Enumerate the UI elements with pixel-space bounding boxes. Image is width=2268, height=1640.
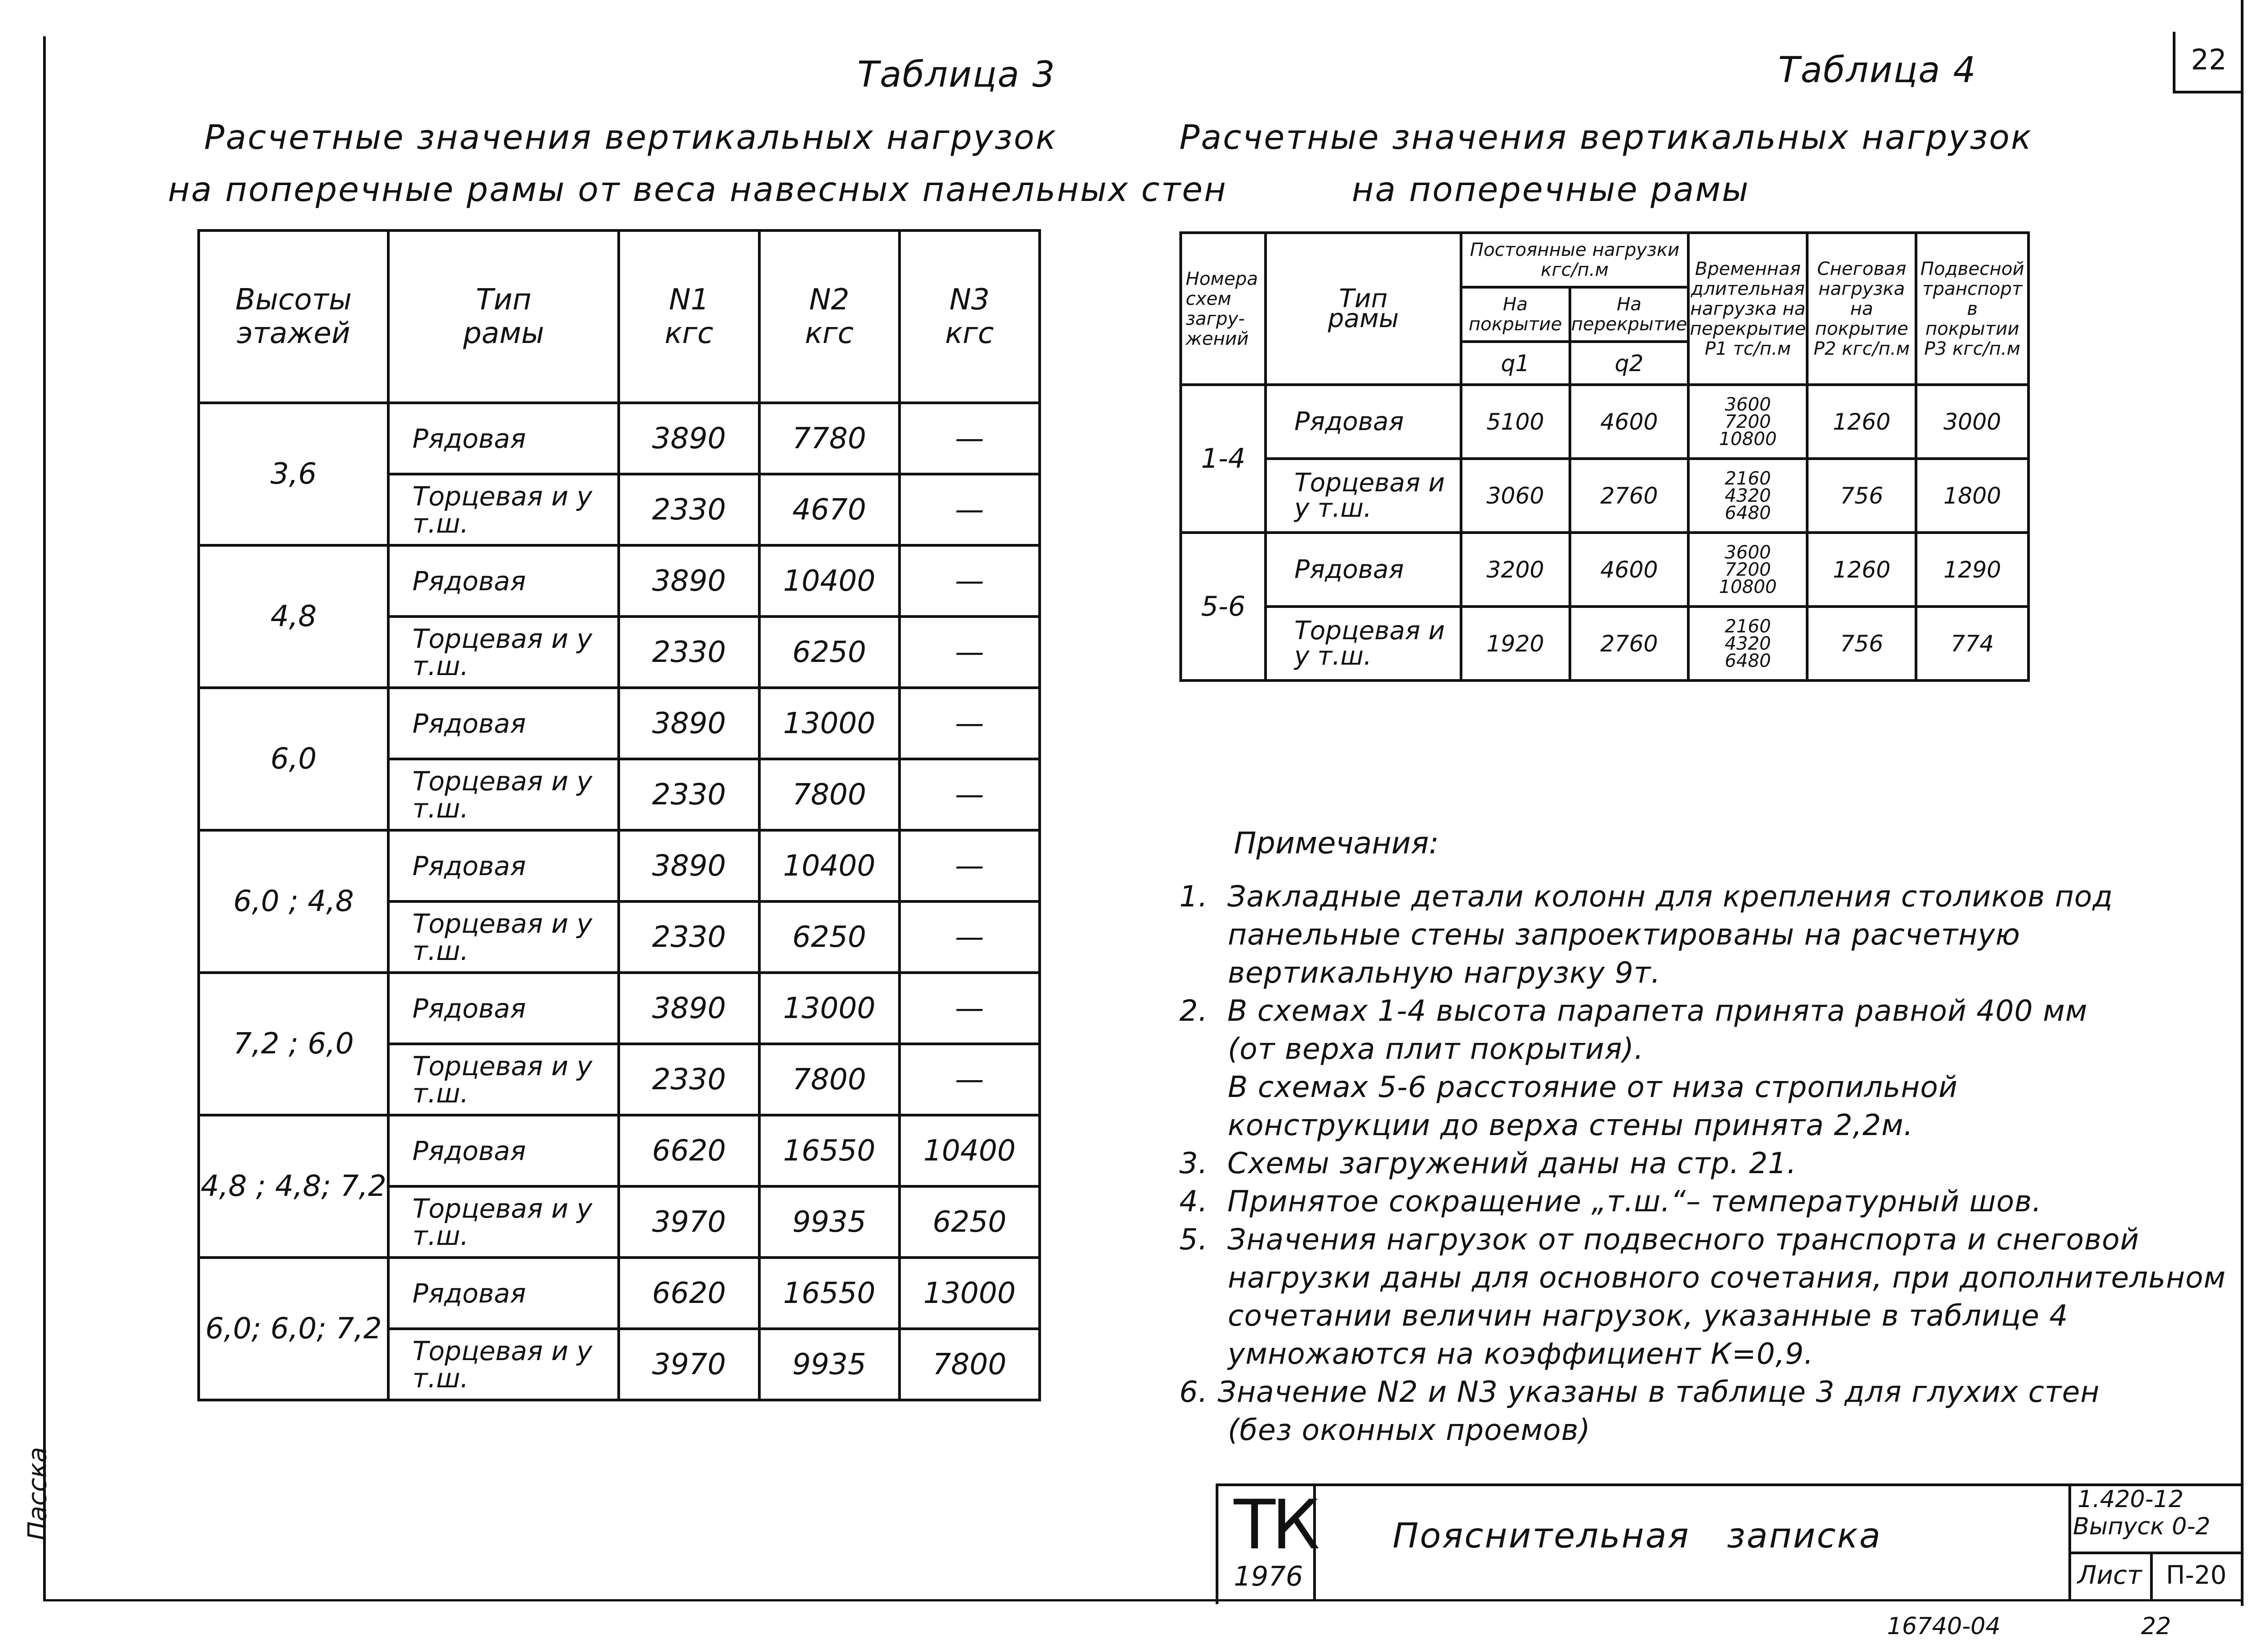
note-line: умножаются на коэффициент К=0,9. — [1179, 1337, 1814, 1371]
cell-scheme: 1-4 — [1181, 385, 1266, 533]
cell-n1: 3970 — [619, 1329, 759, 1400]
cell-p1-value: 4320 — [1725, 633, 1771, 654]
cell-p1-value: 7200 — [1725, 559, 1771, 580]
cell-type: Рядовая — [1266, 533, 1461, 607]
header-schemes: Номера схем загру- жений — [1181, 233, 1266, 385]
cell-q1: 5100 — [1461, 385, 1570, 459]
cell-n2: 9935 — [759, 1329, 899, 1400]
cell-q1: 1920 — [1461, 607, 1570, 680]
cell-p1-value: 3600 — [1725, 542, 1771, 563]
cell-n1: 3890 — [619, 688, 759, 759]
header-n2: N2 кгс — [759, 230, 899, 403]
cell-p1 — [1688, 607, 1807, 680]
table3-caption: Таблица 3 — [857, 54, 1056, 95]
cell-n1: 2330 — [619, 901, 759, 973]
note-line: 5. Значения нагрузок от подвесного транспорта и снеговой — [1179, 1223, 2140, 1257]
cell-n3: — — [899, 901, 1040, 973]
note-line: 2. В схемах 1-4 высота парапета принята равной 400 мм — [1179, 994, 2088, 1028]
stamp-divider-4 — [2150, 1552, 2153, 1601]
cell-p2: 756 — [1807, 607, 1916, 680]
cell-n3: — — [899, 830, 1040, 901]
note-line: сочетании величин нагрузок, указанные в таблице 4 — [1179, 1299, 2068, 1333]
notes-list — [1179, 878, 2226, 1449]
cell-n3: 7800 — [899, 1329, 1040, 1400]
cell-n2: 7800 — [759, 759, 899, 830]
cell-p2: 756 — [1807, 459, 1916, 533]
header-temporary: Временная длительная нагрузка на перекрытие P1 тс/п.м — [1688, 233, 1807, 385]
cell-n2: 7780 — [759, 403, 899, 474]
cell-q1: 3200 — [1461, 533, 1570, 607]
cell-n2: 16550 — [759, 1258, 899, 1329]
table-row — [199, 403, 1040, 474]
table-row — [1181, 607, 2028, 680]
cell-height: 6,0; 6,0; 7,2 — [199, 1258, 388, 1400]
cell-n3: — — [899, 973, 1040, 1044]
note-line: 4. Принятое сокращение „т.ш.“– температурный шов. — [1179, 1185, 2042, 1219]
table-row — [199, 830, 1040, 901]
cell-q2: 2760 — [1570, 459, 1689, 533]
right-border — [2241, 0, 2244, 1606]
header-q1: q1 — [1461, 342, 1570, 385]
cell-p1-value: 10800 — [1719, 576, 1777, 597]
cell-height: 4,8 — [199, 545, 388, 688]
header-n1: N1 кгс — [619, 230, 759, 403]
stamp-year: 1976 — [1234, 1561, 1303, 1592]
cell-n3: — — [899, 759, 1040, 830]
cell-p1-value: 3600 — [1725, 394, 1771, 415]
table-row — [199, 1115, 1040, 1186]
left-margin-text: Пасска — [23, 1447, 53, 1541]
cell-n2: 10400 — [759, 545, 899, 617]
cell-height: 7,2 ; 6,0 — [199, 973, 388, 1115]
cell-q2: 4600 — [1570, 385, 1689, 459]
cell-n2: 16550 — [759, 1115, 899, 1186]
bottom-cut-text: 16740-04 — [1887, 1613, 2001, 1640]
cell-p1-value: 10800 — [1719, 428, 1777, 450]
stamp-divider-3 — [2068, 1552, 2241, 1554]
cell-p1-value: 7200 — [1725, 411, 1771, 432]
header-n3: N3 кгс — [899, 230, 1040, 403]
cell-type: Торцевая и у т.ш. — [388, 1044, 619, 1115]
cell-type: Торцевая и у т.ш. — [388, 1329, 619, 1400]
table-row — [199, 1258, 1040, 1329]
cell-n3: — — [899, 403, 1040, 474]
cell-p3: 3000 — [1916, 385, 2028, 459]
cell-p1 — [1688, 533, 1807, 607]
cell-p2: 1260 — [1807, 533, 1916, 607]
cell-q2: 2760 — [1570, 607, 1689, 680]
page-number: 22 — [2191, 43, 2227, 76]
cell-type: Торцевая и у т.ш. — [388, 901, 619, 973]
cell-type: Торцевая и у т.ш. — [388, 1186, 619, 1258]
table3 — [197, 229, 1041, 1401]
note-line: 6. Значение N2 и N3 указаны в таблице 3 для глухих стен — [1179, 1376, 2100, 1409]
cell-n1: 2330 — [619, 1044, 759, 1115]
cell-n3: 10400 — [899, 1115, 1040, 1186]
cell-type: Рядовая — [388, 688, 619, 759]
cell-type: Рядовая — [388, 1258, 619, 1329]
cell-p3: 1290 — [1916, 533, 2028, 607]
stamp-logo: ТК — [1234, 1486, 1317, 1565]
cell-n1: 2330 — [619, 759, 759, 830]
note-line: (от верха плит покрытия). — [1179, 1033, 1644, 1066]
cell-n3: — — [899, 474, 1040, 545]
stamp-sheet-value: П-20 — [2166, 1561, 2227, 1590]
cell-type: Рядовая — [388, 545, 619, 617]
cell-n3: — — [899, 1044, 1040, 1115]
cell-type: Торцевая и у т.ш. — [388, 759, 619, 830]
table4-title-line1: Расчетные значения вертикальных нагрузок — [1179, 118, 2033, 157]
cell-p1-value: 6480 — [1725, 650, 1771, 671]
cell-n3: — — [899, 617, 1040, 688]
cell-p1 — [1688, 459, 1807, 533]
cell-n2: 4670 — [759, 474, 899, 545]
cell-n1: 3890 — [619, 545, 759, 617]
table-row — [1181, 459, 2028, 533]
table-row — [199, 688, 1040, 759]
header-transport: Подвесной транспорт в покрытии P3 кгс/п.м — [1916, 233, 2028, 385]
table-row — [199, 545, 1040, 617]
header-height: Высоты этажей — [199, 230, 388, 403]
cell-type: Торцевая и у т.ш. — [388, 617, 619, 688]
cell-n2: 7800 — [759, 1044, 899, 1115]
table4-title-line2: на поперечные рамы — [1352, 170, 1750, 209]
cell-p2: 1260 — [1807, 385, 1916, 459]
note-line: конструкции до верха стены принята 2,2м. — [1179, 1109, 1914, 1142]
cell-p1-value: 4320 — [1725, 485, 1771, 506]
cell-type: Торцевая и у т.ш. — [388, 474, 619, 545]
note-line: В схемах 5-6 расстояние от низа стропильной — [1179, 1071, 1958, 1104]
cell-type: Рядовая — [388, 973, 619, 1044]
cell-n2: 13000 — [759, 688, 899, 759]
cell-p1 — [1688, 385, 1807, 459]
cell-n1: 2330 — [619, 617, 759, 688]
cell-n3: 13000 — [899, 1258, 1040, 1329]
stamp-code-2: Выпуск 0-2 — [2073, 1513, 2210, 1540]
cell-height: 3,6 — [199, 403, 388, 545]
cell-type: Рядовая — [1266, 385, 1461, 459]
cell-type: Рядовая — [388, 1115, 619, 1186]
cell-n2: 6250 — [759, 901, 899, 973]
note-line: панельные стены запроектированы на расчетную — [1179, 918, 2020, 952]
cell-n3: 6250 — [899, 1186, 1040, 1258]
cell-p3: 1800 — [1916, 459, 2028, 533]
table-row — [199, 973, 1040, 1044]
header-snow: Снеговая нагрузка на покрытие P2 кгс/п.м — [1807, 233, 1916, 385]
table3-title-line1: Расчетные значения вертикальных нагрузок — [204, 118, 1057, 157]
cell-height: 6,0 — [199, 688, 388, 830]
cell-p1-value: 6480 — [1725, 502, 1771, 524]
cell-type: Торцевая и у т.ш. — [1266, 459, 1461, 533]
cell-n2: 6250 — [759, 617, 899, 688]
bottom-cut-text-2: 22 — [2141, 1613, 2171, 1640]
header-on-cover: На покрытие — [1461, 287, 1570, 342]
cell-type: Торцевая и у т.ш. — [1266, 607, 1461, 680]
cell-n2: 9935 — [759, 1186, 899, 1258]
cell-n1: 3890 — [619, 403, 759, 474]
cell-q1: 3060 — [1461, 459, 1570, 533]
notes-title: Примечания: — [1234, 826, 1439, 861]
cell-p1-value: 2160 — [1725, 616, 1771, 637]
note-line: 3. Схемы загружений даны на стр. 21. — [1179, 1147, 1797, 1180]
header-type: Тип рамы — [1266, 233, 1461, 385]
cell-scheme: 5-6 — [1181, 533, 1266, 680]
table-row — [1181, 385, 2028, 459]
cell-n3: — — [899, 688, 1040, 759]
table4-caption: Таблица 4 — [1778, 50, 1977, 91]
stamp-divider-2 — [2068, 1483, 2071, 1601]
cell-p3: 774 — [1916, 607, 2028, 680]
cell-type: Рядовая — [388, 403, 619, 474]
note-line: 1. Закладные детали колонн для крепления столиков под — [1179, 880, 2113, 914]
cell-height: 6,0 ; 4,8 — [199, 830, 388, 973]
left-border — [43, 36, 46, 1601]
note-line: (без оконных проемов) — [1179, 1414, 1591, 1447]
cell-n3: — — [899, 545, 1040, 617]
cell-n2: 10400 — [759, 830, 899, 901]
cell-n1: 3970 — [619, 1186, 759, 1258]
stamp-code-1: 1.420-12 — [2077, 1486, 2184, 1513]
header-permanent: Постоянные нагрузки кгс/п.м — [1461, 233, 1689, 287]
cell-n1: 3890 — [619, 830, 759, 901]
note-line: вертикальную нагрузку 9т. — [1179, 956, 1661, 990]
header-on-floor: На перекрытие — [1570, 287, 1689, 342]
cell-n1: 3890 — [619, 973, 759, 1044]
note-line: нагрузки даны для основного сочетания, при дополнительном — [1179, 1261, 2226, 1295]
table3-title-line2: на поперечные рамы от веса навесных панельных стен — [168, 170, 1227, 209]
cell-n1: 6620 — [619, 1115, 759, 1186]
cell-type: Рядовая — [388, 830, 619, 901]
header-q2: q2 — [1570, 342, 1689, 385]
table-row — [1181, 533, 2028, 607]
cell-n2: 13000 — [759, 973, 899, 1044]
cell-n1: 2330 — [619, 474, 759, 545]
cell-height: 4,8 ; 4,8; 7,2 — [199, 1115, 388, 1258]
cell-n1: 6620 — [619, 1258, 759, 1329]
cell-q2: 4600 — [1570, 533, 1689, 607]
stamp-title: Пояснительная записка — [1393, 1515, 1882, 1556]
cell-p1-value: 2160 — [1725, 468, 1771, 489]
table4 — [1179, 231, 2030, 682]
header-type: Тип рамы — [388, 230, 619, 403]
stamp-sheet-label: Лист — [2077, 1561, 2142, 1590]
